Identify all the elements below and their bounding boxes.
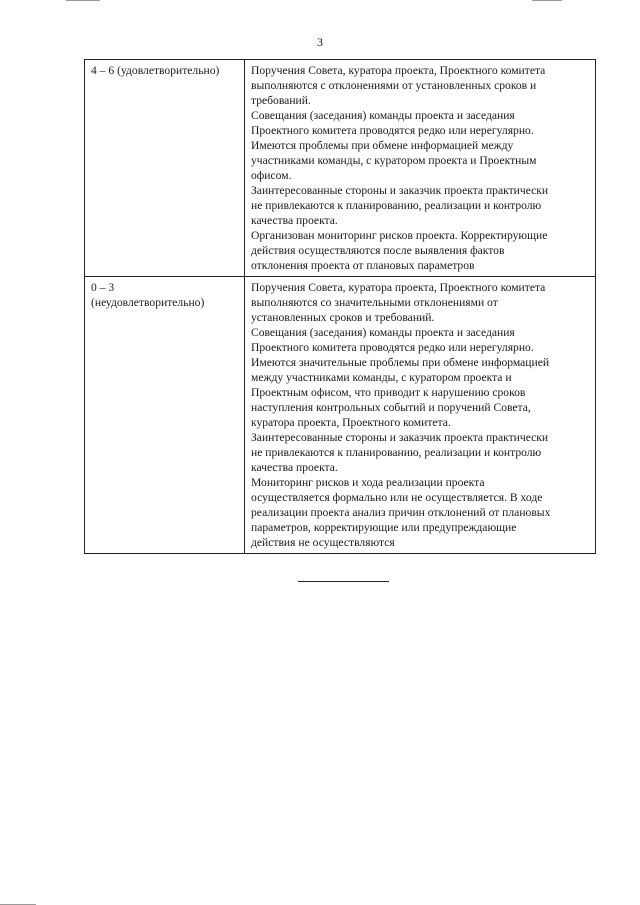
description-line: участниками команды, с куратором проекта и Проектным (251, 154, 537, 167)
description-line: Поручения Совета, куратора проекта, Проектного комитета (251, 64, 546, 77)
criteria-table (84, 59, 596, 554)
description-line: Заинтересованные стороны и заказчик проекта практически (251, 184, 549, 197)
description-line: между участниками команды, с куратором проекта и (251, 371, 512, 384)
description-line: Мониторинг рисков и хода реализации проекта (251, 476, 485, 489)
description-line: действия не осуществляются (251, 536, 395, 549)
description-cell (245, 277, 596, 554)
page-number: 3 (317, 35, 323, 49)
description-line: офисом. (251, 169, 292, 182)
description-cell (245, 60, 596, 277)
score-cell (85, 277, 245, 554)
description-line: Заинтересованные стороны и заказчик проекта практически (251, 431, 549, 444)
score-cell (85, 60, 245, 277)
description-line: выполняются с отклонениями от установленных сроков и (251, 79, 537, 92)
top-scan-rule-left (66, 0, 100, 1)
score-label: 4 – 6 (удовлетворительно) (91, 64, 220, 77)
description-line: Организован мониторинг рисков проекта. Корректирующие (251, 229, 548, 242)
table-row-unsatisfactory (85, 277, 596, 554)
top-scan-rule-right (532, 0, 562, 1)
description-line: реализации проекта анализ причин отклонений от плановых (251, 506, 551, 519)
description-line: установленных сроков и требований. (251, 311, 435, 324)
description-line: Проектного комитета проводятся редко или нерегулярно. (251, 124, 534, 137)
description-line: куратора проекта, Проектного комитета. (251, 416, 451, 429)
description-line: Имеются значительные проблемы при обмене информацией (251, 356, 550, 369)
description-line: Поручения Совета, куратора проекта, Проектного комитета (251, 281, 546, 294)
description-line: не привлекаются к планированию, реализации и контролю (251, 199, 542, 212)
description-line: не привлекаются к планированию, реализации и контролю (251, 446, 542, 459)
end-of-document-rule (298, 581, 389, 582)
description-line: параметров, корректирующие или предупреждающие (251, 521, 517, 534)
description-line: действия осуществляются после выявления фактов (251, 244, 505, 257)
description-line: Совещания (заседания) команды проекта и заседания (251, 326, 515, 339)
description-line: Имеются проблемы при обмене информацией между (251, 139, 514, 152)
description-line: наступления контрольных событий и поручений Совета, (251, 401, 531, 414)
description-line: выполняются со значительными отклонениями от (251, 296, 498, 309)
score-label-rating: (неудовлетворительно) (91, 296, 205, 309)
description-line: требований. (251, 94, 311, 107)
table-row-satisfactory (85, 60, 596, 277)
description-line: осуществляется формально или не осуществляется. В ходе (251, 491, 543, 504)
description-line: Совещания (заседания) команды проекта и заседания (251, 109, 515, 122)
description-line: отклонения проекта от плановых параметров (251, 259, 475, 272)
description-line: Проектного комитета проводятся редко или нерегулярно. (251, 341, 534, 354)
description-line: качества проекта. (251, 461, 338, 474)
description-line: качества проекта. (251, 214, 338, 227)
score-label: 0 – 3 (91, 281, 115, 294)
description-line: Проектным офисом, что приводит к нарушению сроков (251, 386, 526, 399)
